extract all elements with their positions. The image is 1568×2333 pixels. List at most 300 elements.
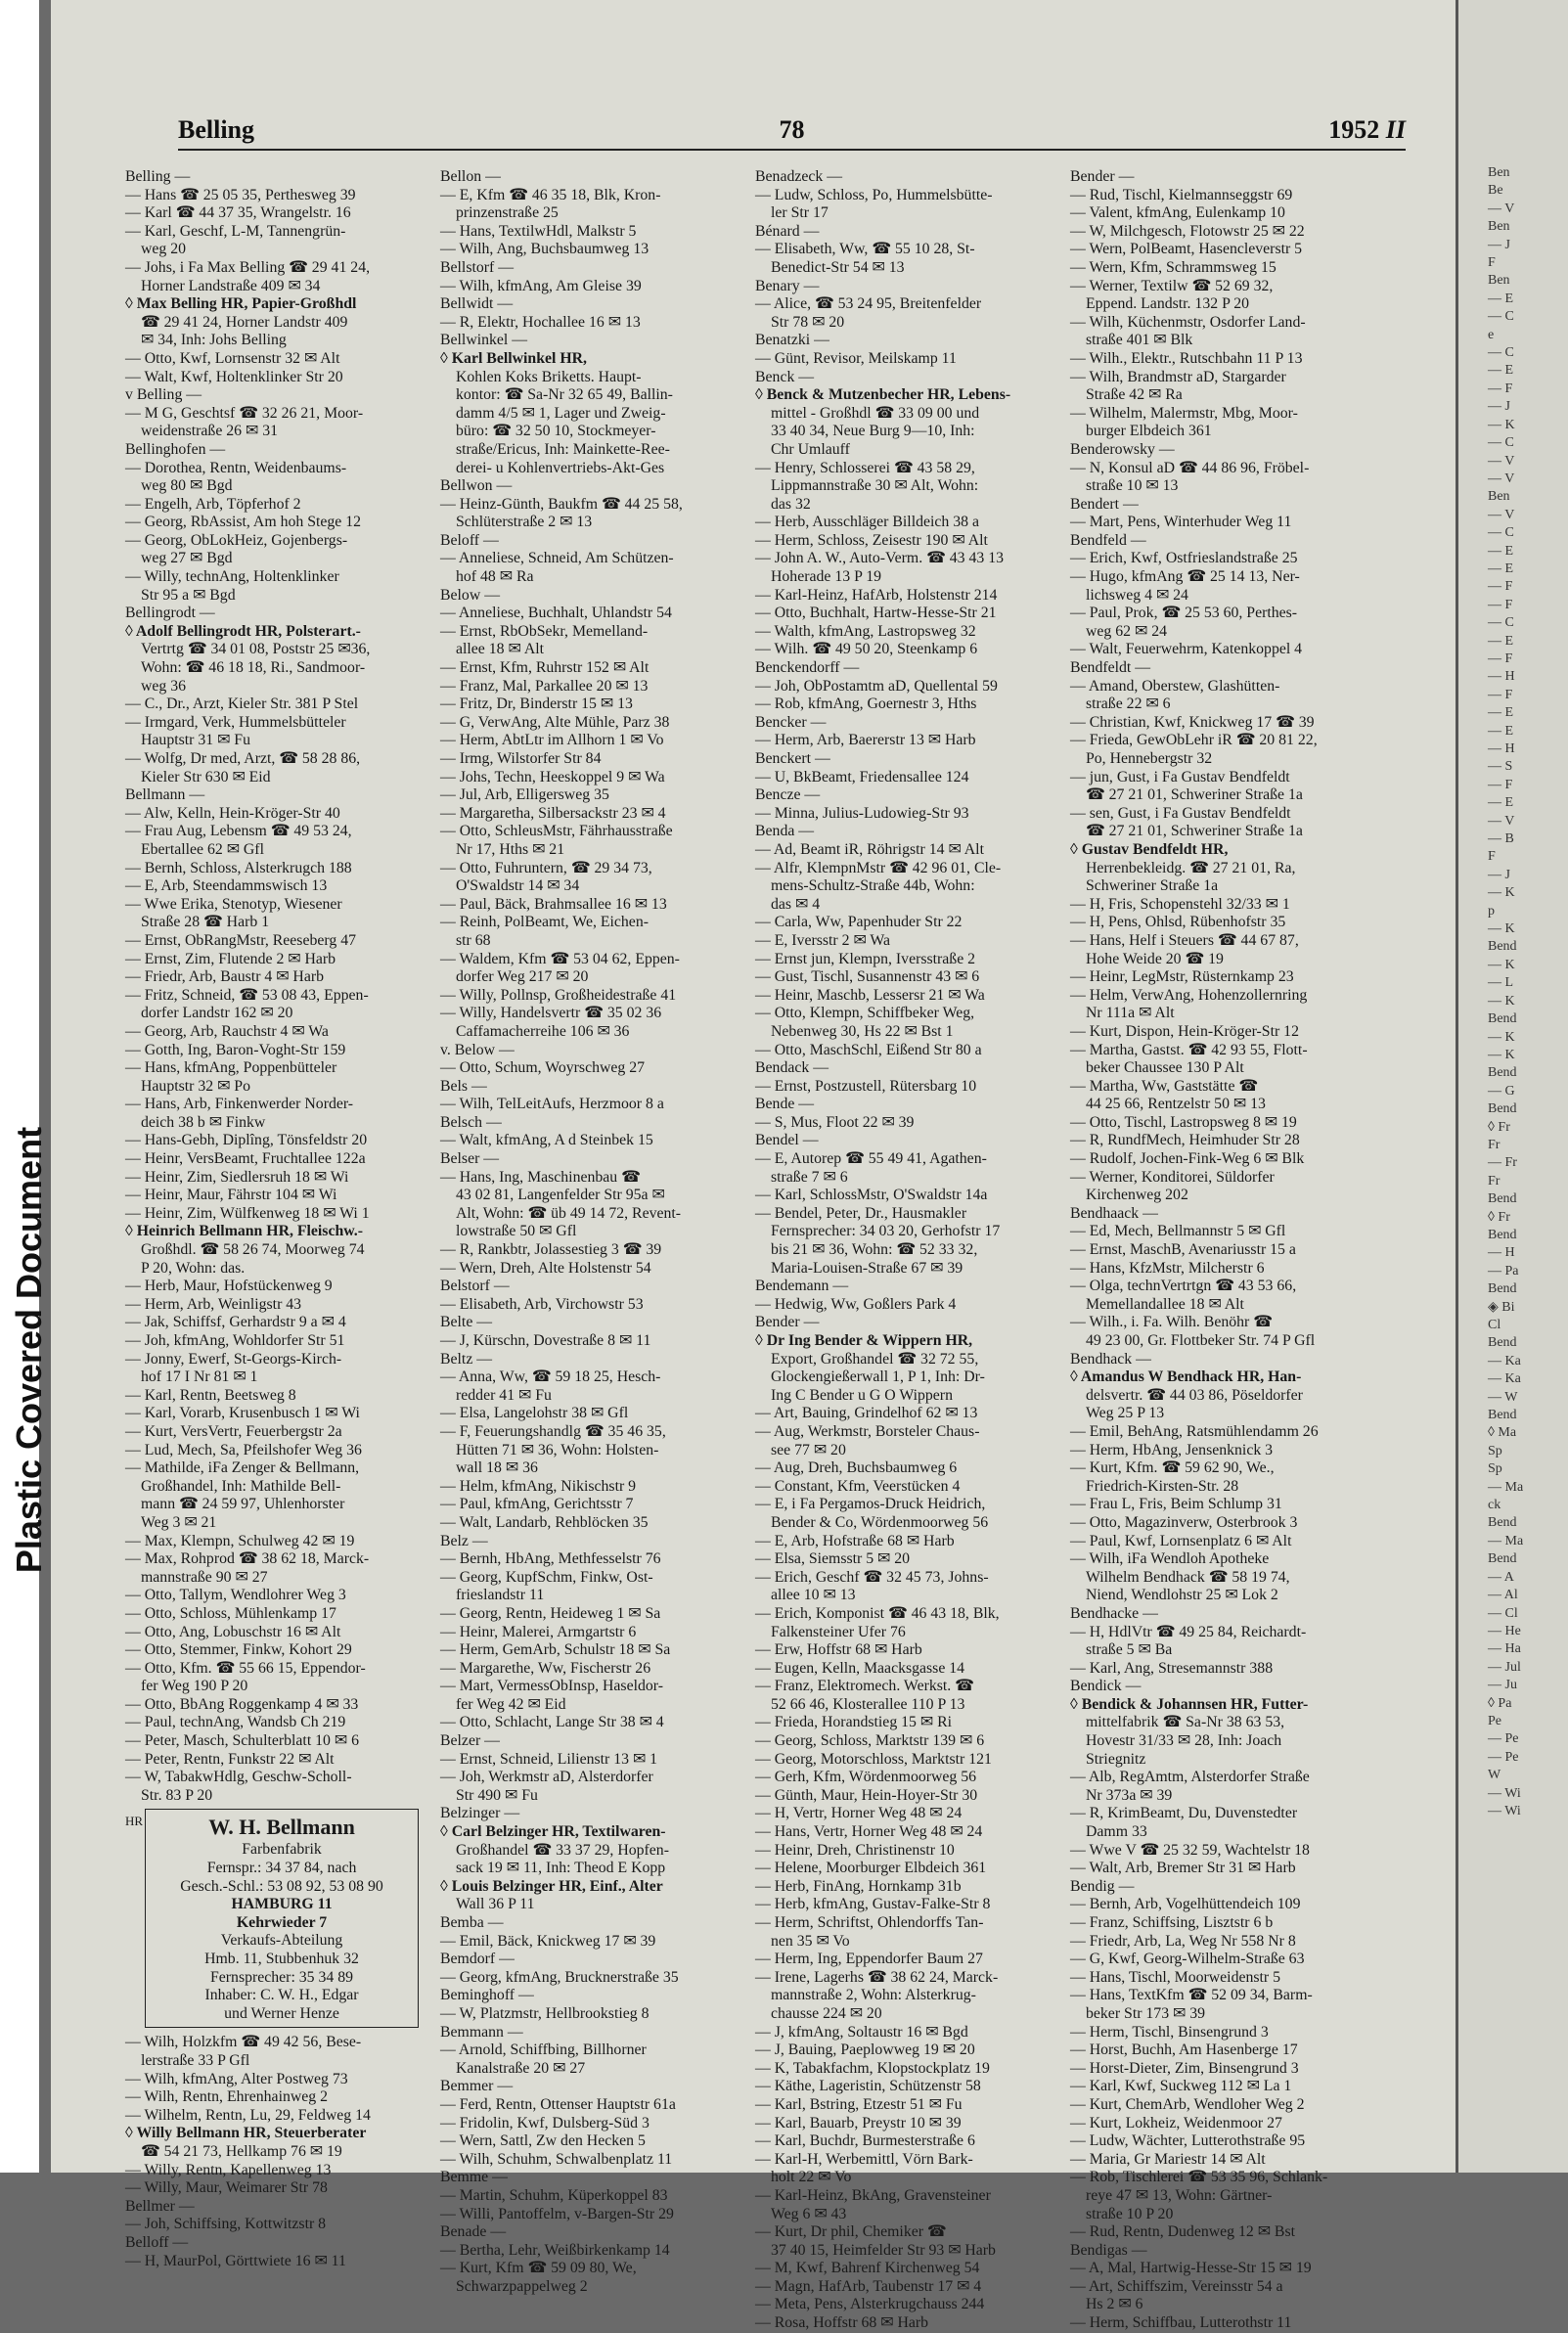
ad-owner2: und Werner Henze: [224, 2004, 339, 2022]
directory-entry-line: — Karl, Buchdr, Burmesterstraße 6: [755, 2132, 975, 2150]
directory-entry-line: O'Swaldstr 14 ✉ 34: [456, 877, 580, 895]
directory-entry-line: — Rud, Rentn, Dudenweg 12 ✉ Bst: [1070, 2223, 1295, 2241]
directory-entry-line: — Willy, technAng, Holtenklinker: [125, 568, 339, 586]
surname-heading: Bendel —: [755, 1132, 819, 1149]
ad-subtitle: Farbenfabrik: [242, 1841, 322, 1859]
directory-entry-line: straße 401 ✉ Blk: [1086, 332, 1193, 349]
directory-entry-line: — Karl, Ang, Stresemannstr 388: [1070, 1659, 1274, 1677]
surname-heading: Bellwon —: [440, 477, 513, 495]
directory-entry-line: weg 27 ✉ Bgd: [141, 550, 233, 567]
edge-text-fragment: ◈ Bi: [1488, 1299, 1515, 1315]
directory-entry-line: — Hans, Tischl, Moorweidenstr 5: [1070, 1968, 1281, 1986]
directory-entry-line: — Karl-H, Werbemittl, Vörn Bark-: [755, 2150, 973, 2168]
directory-entry-line: — Eugen, Kelln, Maacksgasse 14: [755, 1659, 965, 1677]
directory-entry-line: Vertrtg ☎ 34 01 08, Poststr 25 ✉36,: [141, 641, 371, 658]
directory-entry-line: — Waldem, Kfm ☎ 53 04 62, Eppen-: [440, 950, 680, 967]
edge-text-fragment: — Ha: [1488, 1641, 1521, 1657]
directory-entry-line: — Franz, Elektromech. Werkst. ☎: [755, 1678, 974, 1695]
edge-text-fragment: ◊ Fr: [1488, 1209, 1510, 1225]
edge-text-fragment: — Pa: [1488, 1263, 1519, 1279]
directory-entry-line: — Georg, Schloss, Marktstr 139 ✉ 6: [755, 1732, 985, 1750]
edge-text-fragment: Sp: [1488, 1461, 1502, 1477]
directory-entry-line: ◊ Louis Belzinger HR, Einf., Alter: [440, 1877, 663, 1895]
directory-entry-line: — Georg, kfmAng, Brucknerstraße 35: [440, 1968, 679, 1986]
directory-entry-line: Schweriner Straße 1a: [1086, 877, 1219, 895]
edge-text-fragment: — J: [1488, 237, 1510, 252]
directory-entry-line: — Henry, Schlosserei ☎ 43 58 29,: [755, 459, 975, 476]
directory-entry-line: — Gerh, Kfm, Wördenmoorweg 56: [755, 1769, 977, 1786]
edge-text-fragment: ◊ Ma: [1488, 1425, 1517, 1441]
directory-entry-line: hof 48 ✉ Ra: [456, 568, 534, 586]
edge-text-fragment: e: [1488, 327, 1495, 342]
directory-entry-line: — Hans, Ing, Maschinenbau ☎: [440, 1168, 641, 1186]
directory-entry-line: — Herm, HbAng, Jensenknick 3: [1070, 1441, 1274, 1458]
directory-entry-line: — G, VerwAng, Alte Mühle, Parz 38: [440, 713, 670, 731]
directory-entry-line: — Karl, Bstring, Etzestr 51 ✉ Fu: [755, 2095, 963, 2113]
directory-entry-line: — Kurt, VersVertr, Feuerbergstr 2a: [125, 1422, 342, 1440]
directory-entry-line: — Peter, Rentn, Funkstr 22 ✉ Alt: [125, 1750, 335, 1768]
directory-entry-line: — Martha, Ww, Gaststätte ☎: [1070, 1077, 1259, 1095]
edge-text-fragment: ◊ Pa: [1488, 1695, 1512, 1711]
surname-heading: v Belling —: [125, 386, 202, 404]
directory-entry-line: ◊ Carl Belzinger HR, Textilwaren-: [440, 1823, 666, 1841]
directory-entry-line: — Heinz-Günth, Baukfm ☎ 44 25 58,: [440, 495, 683, 513]
directory-entry-line: — Magn, HafArb, Taubenstr 17 ✉ 4: [755, 2277, 982, 2295]
column-1-entries: [125, 168, 419, 1805]
directory-entry-line: — Bernh, HbAng, Methfesselstr 76: [440, 1550, 661, 1568]
directory-entry-line: — Joh, ObPostamtm aD, Quellental 59: [755, 677, 998, 695]
directory-entry-line: Damm 33: [1086, 1823, 1147, 1841]
directory-entry-line: — Rosa, Hoffstr 68 ✉ Harb: [755, 2314, 929, 2332]
directory-entry-line: — Otto, Schloss, Mühlenkamp 17: [125, 1604, 336, 1622]
directory-entry-line: — Herm, Tischl, Binsengrund 3: [1070, 2023, 1269, 2041]
directory-entry-line: — Mart, Pens, Winterhuder Weg 11: [1070, 514, 1292, 531]
directory-entry-line: — Willy, Rentn, Kapellenweg 13: [125, 2161, 332, 2178]
directory-entry-line: burger Elbdeich 361: [1086, 423, 1212, 440]
directory-entry-line: — Mart, VermessObInsp, Haseldor-: [440, 1678, 663, 1695]
directory-entry-line: — Wilh, kfmAng, Alter Postweg 73: [125, 2070, 348, 2087]
surname-heading: v. Below —: [440, 1041, 515, 1058]
directory-entry-line: — Irmgard, Verk, Hummelsbütteler: [125, 713, 346, 731]
edge-text-fragment: — K: [1488, 957, 1515, 972]
directory-entry-line: Hoherade 13 P 19: [771, 568, 882, 586]
directory-entry-line: — Otto, Fuhruntern, ☎ 29 34 73,: [440, 859, 652, 876]
surname-heading: Bendack —: [755, 1059, 829, 1077]
header-year: [1328, 115, 1406, 145]
directory-entry-line: — Meta, Pens, Alsterkrugchauss 244: [755, 2296, 985, 2313]
directory-entry-line: mannstraße 2, Wohn: Alsterkrug-: [771, 1987, 976, 2004]
directory-entry-line: — Herb, FinAng, Hornkamp 31b: [755, 1877, 962, 1895]
directory-entry-line: — Anna, Ww, ☎ 59 18 25, Hesch-: [440, 1368, 661, 1386]
edge-text-fragment: — J: [1488, 399, 1510, 415]
column-3: [755, 168, 1049, 2332]
directory-entry-line: — Jak, Schiffsf, Gerhardstr 9 a ✉ 4: [125, 1314, 346, 1331]
directory-entry-line: — Wilh, kfmAng, Am Gleise 39: [440, 277, 642, 294]
directory-entry-line: — Willy, Handelsvertr ☎ 35 02 36: [440, 1005, 662, 1022]
edge-text-fragment: — Wi: [1488, 1785, 1521, 1801]
directory-entry-line: — Helm, VerwAng, Hohenzollernring: [1070, 986, 1308, 1004]
directory-entry-line: — Paul, Kwf, Lornsenplatz 6 ✉ Alt: [1070, 1532, 1292, 1549]
directory-entry-line: — H, Vertr, Horner Weg 48 ✉ 24: [755, 1805, 963, 1822]
surname-heading: Below —: [440, 586, 500, 604]
directory-entry-line: ◊ Dr Ing Bender & Wippern HR,: [755, 1332, 973, 1349]
surname-heading: Bemba —: [440, 1914, 504, 1931]
surname-heading: Bendhacke —: [1070, 1604, 1158, 1622]
edge-text-fragment: — Jul: [1488, 1659, 1521, 1675]
directory-entry-line: — Carla, Ww, Papenhuder Str 22: [755, 914, 963, 931]
ad-sales-address: Hmb. 11, Stubbenhuk 32: [204, 1951, 359, 1967]
edge-text-fragment: Ben: [1488, 489, 1510, 505]
directory-entry-line: — Minna, Julius-Ludowieg-Str 93: [755, 804, 969, 822]
directory-entry-line: — Bertha, Lehr, Weißbirkenkamp 14: [440, 2241, 670, 2259]
directory-entry-line: — Wilh, Rentn, Ehrenhainweg 2: [125, 2088, 329, 2106]
ad-prefix: HR: [125, 1814, 144, 1829]
directory-entry-line: prinzenstraße 25: [456, 204, 559, 222]
directory-entry-line: ☎ 29 41 24, Horner Landstr 409: [141, 313, 348, 331]
surname-heading: Belz —: [440, 1532, 488, 1549]
directory-entry-line: — Wwe Erika, Stenotyp, Wiesener: [125, 895, 342, 913]
surname-heading: Bellwidt —: [440, 295, 514, 313]
edge-text-fragment: — E: [1488, 363, 1514, 379]
surname-heading: Bellingrodt —: [125, 605, 215, 622]
directory-entry-line: — Hans, TextKfm ☎ 52 09 34, Barm-: [1070, 1987, 1313, 2004]
directory-entry-line: — Otto, Schlacht, Lange Str 38 ✉ 4: [440, 1714, 664, 1731]
edge-text-fragment: — E: [1488, 633, 1514, 649]
surname-heading: Bendert —: [1070, 495, 1139, 513]
directory-entry-line: ◊ Heinrich Bellmann HR, Fleischw.-: [125, 1223, 364, 1240]
edge-text-fragment: — H: [1488, 669, 1515, 685]
directory-entry-line: Hauptstr 32 ✉ Po: [141, 1077, 250, 1095]
directory-entry-line: — Walt, Kwf, Holtenklinker Str 20: [125, 368, 343, 385]
column-2: [440, 168, 734, 2295]
edge-text-fragment: Bend: [1488, 1191, 1517, 1207]
scan-label-strip: [0, 0, 49, 2173]
directory-entry-line: reye 47 ✉ 13, Wohn: Gärtner-: [1086, 2186, 1273, 2204]
directory-entry-line: — Helm, kfmAng, Nikischstr 9: [440, 1477, 637, 1495]
directory-entry-line: — Bernh, Arb, Vogelhüttendeich 109: [1070, 1896, 1301, 1913]
plastic-covered-label: Plastic Covered Document: [9, 1126, 49, 1574]
directory-entry-line: Großhandel, Inh: Mathilde Bell-: [141, 1477, 341, 1495]
directory-entry-line: sack 19 ✉ 11, Inh: Theod E Kopp: [456, 1860, 666, 1877]
directory-entry-line: — Herm, Schiffbau, Lutterothstr 11: [1070, 2314, 1292, 2332]
directory-entry-line: 44 25 66, Rentzelstr 50 ✉ 13: [1086, 1096, 1266, 1113]
directory-entry-line: — Paul, technAng, Wandsb Ch 219: [125, 1714, 346, 1731]
directory-entry-line: — Karl, Vorarb, Krusenbusch 1 ✉ Wi: [125, 1405, 360, 1422]
edge-text-fragment: Bend: [1488, 1408, 1517, 1423]
directory-entry-line: wall 18 ✉ 36: [456, 1459, 538, 1477]
directory-entry-line: — Irene, Lagerhs ☎ 38 62 24, Marck-: [755, 1968, 999, 1986]
directory-entry-line: — Otto, Tischl, Lastropsweg 8 ✉ 19: [1070, 1113, 1297, 1131]
directory-entry-line: — Anneliese, Buchhalt, Uhlandstr 54: [440, 605, 672, 622]
edge-text-fragment: — F: [1488, 687, 1513, 702]
surname-heading: Bellmer —: [125, 2197, 195, 2215]
directory-entry-line: — Elsa, Siemsstr 5 ✉ 20: [755, 1550, 911, 1568]
directory-entry-line: — Ludw, Wächter, Lutterothstraße 95: [1070, 2132, 1306, 2150]
edge-text-fragment: Bend: [1488, 1101, 1517, 1117]
directory-entry-line: — Wilhelm, Malermstr, Mbg, Moor-: [1070, 404, 1298, 422]
ad-street: Kehrwieder 7: [236, 1913, 328, 1931]
directory-entry-line: — E, Kfm ☎ 46 35 18, Blk, Kron-: [440, 186, 661, 203]
directory-entry-line: — Walth, kfmAng, Lastropsweg 32: [755, 622, 976, 640]
edge-text-fragment: — K: [1488, 885, 1515, 901]
directory-entry-line: — Otto, BbAng Roggenkamp 4 ✉ 33: [125, 1695, 359, 1713]
directory-entry-line: ◊ Gustav Bendfeldt HR,: [1070, 840, 1229, 858]
directory-entry-line: 37 40 15, Heimfelder Str 93 ✉ Harb: [771, 2241, 996, 2259]
edge-text-fragment: — V: [1488, 813, 1515, 829]
directory-entry-line: — Herm, Schloss, Zeisestr 190 ✉ Alt: [755, 531, 988, 549]
directory-entry-line: Export, Großhandel ☎ 32 72 55,: [771, 1350, 979, 1368]
directory-entry-line: — Alice, ☎ 53 24 95, Breitenfelder: [755, 295, 982, 313]
directory-entry-line: ☎ 54 21 73, Hellkamp 76 ✉ 19: [141, 2142, 342, 2160]
edge-text-fragment: — F: [1488, 777, 1513, 792]
surname-heading: Bender —: [755, 1314, 820, 1331]
edge-text-fragment: — Al: [1488, 1588, 1518, 1603]
directory-entry-line: damm 4/5 ✉ 1, Lager und Zweig-: [456, 404, 666, 422]
directory-entry-line: ☎ 27 21 01, Schweriner Straße 1a: [1086, 823, 1303, 840]
directory-entry-line: Alt, Wohn: ☎ üb 49 14 72, Revent-: [456, 1204, 682, 1222]
directory-entry-line: weg 20: [141, 241, 187, 258]
directory-entry-line: ◊ Adolf Bellingrodt HR, Polsterart.-: [125, 622, 361, 640]
directory-entry-line: — J, kfmAng, Soltaustr 16 ✉ Bgd: [755, 2023, 968, 2041]
edge-text-fragment: — W: [1488, 1389, 1518, 1405]
surname-heading: Belte —: [440, 1314, 493, 1331]
surname-heading: Bellmann —: [125, 786, 205, 804]
surname-heading: Bemmer —: [440, 2078, 514, 2095]
directory-entry-line: — Karl-Heinz, BkAng, Gravensteiner: [755, 2186, 991, 2204]
directory-entry-line: ◊ Benck & Mutzenbecher HR, Lebens-: [755, 386, 1011, 404]
edge-spacer: [1458, 0, 1568, 164]
edge-text-fragment: — E: [1488, 543, 1514, 559]
directory-entry-line: — Otto, Kfm. ☎ 55 66 15, Eppendor-: [125, 1659, 366, 1677]
directory-entry-line: ◊ Willy Bellmann HR, Steuerberater: [125, 2125, 367, 2142]
edge-text-fragment: — F: [1488, 381, 1513, 396]
directory-entry-line: Großhandel ☎ 33 37 29, Hopfen-: [456, 1841, 669, 1859]
directory-entry-line: — H, MaurPol, Görttwiete 16 ✉ 11: [125, 2252, 346, 2269]
directory-entry-line: — H, HdlVtr ☎ 49 25 84, Reichardt-: [1070, 1623, 1307, 1640]
directory-entry-line: — Hugo, kfmAng ☎ 25 14 13, Ner-: [1070, 568, 1300, 586]
surname-heading: Benadzeck —: [755, 168, 843, 185]
directory-entry-line: Wall 36 P 11: [456, 1896, 535, 1913]
directory-entry-line: Weg 25 P 13: [1086, 1405, 1165, 1422]
directory-entry-line: Straße 28 ☎ Harb 1: [141, 914, 270, 931]
directory-entry-line: Memellandallee 18 ✉ Alt: [1086, 1295, 1244, 1313]
directory-entry-line: Hauptstr 31 ✉ Fu: [141, 732, 250, 749]
directory-entry-line: — Otto, Stemmer, Finkw, Kohort 29: [125, 1641, 352, 1659]
directory-entry-line: kontor: ☎ Sa-Nr 32 65 49, Ballin-: [456, 386, 673, 404]
directory-entry-line: — Heinr, Maschb, Lessersr 21 ✉ Wa: [755, 986, 985, 1004]
ad-sales-phone: Fernsprecher: 35 34 89: [209, 1968, 354, 1986]
directory-entry-line: — Alw, Kelln, Hein-Kröger-Str 40: [125, 804, 340, 822]
directory-entry-line: — Franz, Schiffsing, Lisztstr 6 b: [1070, 1914, 1274, 1931]
directory-entry-line: — Lud, Mech, Sa, Pfeilshofer Weg 36: [125, 1441, 362, 1458]
surname-heading: Bellwinkel —: [440, 332, 528, 349]
edge-text-fragment: — K: [1488, 1047, 1515, 1062]
edge-text-fragment: — Fr: [1488, 1155, 1517, 1171]
directory-entry-line: Eppend. Landstr. 132 P 20: [1086, 295, 1250, 313]
directory-entry-line: Chr Umlauff: [771, 440, 850, 458]
directory-entry-line: Niend, Wendlohstr 25 ✉ Lok 2: [1086, 1587, 1278, 1604]
directory-entry-line: — Erich, Geschf ☎ 32 45 73, Johns-: [755, 1568, 989, 1586]
directory-entry-line: — Rudolf, Jochen-Fink-Weg 6 ✉ Blk: [1070, 1150, 1305, 1168]
directory-entry-line: — Heinr, VersBeamt, Fruchtallee 122a: [125, 1150, 366, 1168]
directory-entry-line: Str 95 a ✉ Bgd: [141, 586, 236, 604]
adjacent-page-edge: [1456, 0, 1568, 2173]
directory-entry-line: — Friedr, Arb, Baustr 4 ✉ Harb: [125, 968, 325, 986]
edge-text-fragment: Fr: [1488, 1137, 1501, 1152]
directory-entry-line: — E, Arb, Hofstraße 68 ✉ Harb: [755, 1532, 955, 1549]
directory-entry-line: redder 41 ✉ Fu: [456, 1386, 552, 1404]
edge-text-fragment: Cl: [1488, 1318, 1501, 1332]
edge-text-fragment: Sp: [1488, 1443, 1502, 1458]
directory-entry-line: — Ernst, ObRangMstr, Reeseberg 47: [125, 931, 356, 949]
directory-entry-line: das 32: [771, 495, 811, 513]
directory-entry-line: — Otto, MaschSchl, Eißend Str 80 a: [755, 1041, 982, 1058]
directory-entry-line: Kanalstraße 20 ✉ 27: [456, 2059, 586, 2077]
directory-entry-line: — Wilh. ☎ 49 50 20, Steenkamp 6: [755, 641, 978, 658]
directory-entry-line: — Emil, Bäck, Knickweg 17 ✉ 39: [440, 1932, 656, 1950]
directory-entry-line: — Irmg, Wilstorfer Str 84: [440, 750, 602, 767]
directory-entry-line: — Hans, Helf i Steuers ☎ 44 67 87,: [1070, 931, 1299, 949]
directory-entry-line: Weg 3 ✉ 21: [141, 1513, 217, 1531]
directory-entry-line: — Amand, Oberstew, Glashütten-: [1070, 677, 1280, 695]
directory-entry-line: allee 18 ✉ Alt: [456, 641, 545, 658]
directory-entry-line: — Wilh, Schuhm, Schwalbenplatz 11: [440, 2150, 673, 2168]
directory-entry-line: — Arnold, Schiffbing, Billhorner: [440, 2041, 647, 2059]
surname-heading: Beltz —: [440, 1350, 493, 1368]
directory-entry-line: — Georg, Motorschloss, Marktstr 121: [755, 1750, 992, 1768]
ad-owner: Inhaber: C. W. H., Edgar: [204, 1987, 359, 2004]
directory-entry-line: — Wern, Sattl, Zw den Hecken 5: [440, 2132, 646, 2150]
directory-entry-line: — Elisabeth, Arb, Virchowstr 53: [440, 1295, 644, 1313]
edge-text-fragment: F: [1488, 255, 1496, 271]
directory-entry-line: — E, i Fa Pergamos-Druck Heidrich,: [755, 1496, 986, 1513]
edge-text-fragment: — C: [1488, 345, 1514, 361]
directory-entry-line: — Wilh, TelLeitAufs, Herzmoor 8 a: [440, 1096, 664, 1113]
edge-text-fragment: ck: [1488, 1498, 1501, 1513]
directory-entry-line: — Herm, Schriftst, Ohlendorffs Tan-: [755, 1914, 984, 1931]
directory-entry-line: mittel - Großhdl ☎ 33 09 00 und: [771, 404, 980, 422]
edge-text-fragment: — Ma: [1488, 1479, 1524, 1495]
directory-entry-line: — Wilh, Holzkfm ☎ 49 42 56, Bese-: [125, 2034, 362, 2051]
directory-entry-line: — Wilh, Ang, Buchsbaumweg 13: [440, 241, 650, 258]
edge-text-fragment: — Ka: [1488, 1371, 1521, 1387]
edge-text-fragment: — C: [1488, 309, 1514, 325]
page-number: 78: [779, 115, 805, 144]
directory-entry-line: ☎ 27 21 01, Schweriner Straße 1a: [1086, 786, 1303, 804]
edge-text-fragment: — F: [1488, 579, 1513, 595]
directory-entry-line: Friedrich-Kirsten-Str. 28: [1086, 1477, 1239, 1495]
surname-heading: Bemme —: [440, 2169, 508, 2186]
directory-entry-line: — Paul, Prok, ☎ 25 53 60, Perthes-: [1070, 605, 1298, 622]
edge-text-fragment: — Wi: [1488, 1803, 1521, 1818]
directory-entry-line: Schlüterstraße 2 ✉ 13: [456, 514, 593, 531]
edge-text-fragment: — V: [1488, 471, 1515, 486]
directory-entry-line: — Art, Schiffszim, Vereinsstr 54 a: [1070, 2277, 1283, 2295]
directory-entry-line: — Valent, kfmAng, Eulenkamp 10: [1070, 204, 1285, 222]
directory-entry-line: — Peter, Masch, Schulterblatt 10 ✉ 6: [125, 1732, 359, 1750]
directory-entry-line: — S, Mus, Floot 22 ✉ 39: [755, 1113, 915, 1131]
directory-entry-line: — Aug, Werkmstr, Borsteler Chaus-: [755, 1422, 980, 1440]
edge-text-fragment: — Ma: [1488, 1533, 1524, 1548]
directory-entry-line: — Werner, Textilw ☎ 52 69 32,: [1070, 277, 1274, 294]
directory-entry-line: lerstraße 33 P Gfl: [141, 2051, 250, 2069]
edge-text-fragment: — C: [1488, 615, 1514, 631]
directory-entry-line: das ✉ 4: [771, 895, 821, 913]
directory-entry-line: — Margaretha, Silbersackstr 23 ✉ 4: [440, 804, 666, 822]
directory-entry-line: — Kurt, ChemArb, Wendloher Weg 2: [1070, 2095, 1305, 2113]
directory-entry-line: — G, Kwf, Georg-Wilhelm-Straße 63: [1070, 1951, 1305, 1968]
directory-entry-line: — M G, Geschtsf ☎ 32 26 21, Moor-: [125, 404, 364, 422]
directory-entry-line: — Herb, Maur, Hofstückenweg 9: [125, 1278, 333, 1295]
directory-entry-line: — Paul, Bäck, Brahmsallee 16 ✉ 13: [440, 895, 667, 913]
directory-entry-line: straße 7 ✉ 6: [771, 1168, 848, 1186]
edge-text-fragment: — V: [1488, 453, 1515, 469]
directory-entry-line: — Ernst, Postzustell, Rütersbarg 10: [755, 1077, 977, 1095]
directory-entry-line: — Wilh, Brandmstr aD, Stargarder: [1070, 368, 1286, 385]
directory-entry-line: Hs 2 ✉ 6: [1086, 2296, 1143, 2313]
directory-entry-line: — Otto, SchleusMstr, Fährhausstraße: [440, 823, 673, 840]
year-text: 1952: [1328, 115, 1380, 144]
directory-entry-line: Lippmannstraße 30 ✉ Alt, Wohn:: [771, 477, 979, 495]
directory-entry-line: — Margarethe, Ww, Fischerstr 26: [440, 1659, 651, 1677]
edge-text-fragment: — E: [1488, 291, 1514, 306]
edge-text-fragment: Ben: [1488, 165, 1510, 180]
edge-text-fragment: Bend: [1488, 1281, 1517, 1297]
edge-text-fragment: — C: [1488, 525, 1514, 541]
surname-heading: Benckert —: [755, 750, 830, 767]
directory-entry-line: Striegnitz: [1086, 1750, 1146, 1768]
directory-entry-line: — Rob, Tischlerei ☎ 53 35 96, Schlank-: [1070, 2169, 1328, 2186]
directory-entry-line: — Karl, Geschf, L-M, Tannengrün-: [125, 222, 346, 240]
directory-entry-line: — Fritz, Dr, Binderstr 15 ✉ 13: [440, 695, 633, 713]
edge-text-fragment: Bend: [1488, 939, 1517, 955]
surname-heading: Belser —: [440, 1150, 500, 1168]
directory-entry-line: — John A. W., Auto-Verm. ☎ 43 43 13: [755, 550, 1005, 567]
directory-entry-line: — Alb, RegAmtm, Alsterdorfer Straße: [1070, 1769, 1310, 1786]
column-1-entries-after-ad: [125, 2034, 419, 2270]
directory-entry-line: Horner Landstraße 409 ✉ 34: [141, 277, 321, 294]
directory-entry-line: — Karl ☎ 44 37 35, Wrangelstr. 16: [125, 204, 351, 222]
ad-city: HAMBURG 11: [231, 1896, 333, 1913]
directory-entry-line: — Helene, Moorburger Elbdeich 361: [755, 1860, 987, 1877]
directory-entry-line: — E, Autorep ☎ 55 49 41, Agathen-: [755, 1150, 987, 1168]
directory-entry-line: Ing C Bender u G O Wippern: [771, 1386, 953, 1404]
directory-entry-line: — Rud, Tischl, Kielmannseggstr 69: [1070, 186, 1293, 203]
directory-entry-line: — Wern, PolBeamt, Hasencleverstr 5: [1070, 241, 1303, 258]
surname-heading: Benckendorff —: [755, 659, 860, 677]
directory-entry-line: — Otto, Tallym, Wendlohrer Weg 3: [125, 1587, 346, 1604]
directory-entry-line: — Horst, Buchh, Am Hasenberge 17: [1070, 2041, 1298, 2059]
directory-entry-line: — Ernst, MaschB, Avenariusstr 15 a: [1070, 1241, 1296, 1259]
directory-entry-line: weg 62 ✉ 24: [1086, 622, 1167, 640]
column-1: [125, 168, 419, 2269]
edge-text-fragment: Bend: [1488, 1011, 1517, 1027]
directory-entry-line: Hütten 71 ✉ 36, Wohn: Holsten-: [456, 1441, 659, 1458]
surname-heading: Bemdorf —: [440, 1951, 515, 1968]
surname-heading: Benatzki —: [755, 332, 829, 349]
surname-heading: Benary —: [755, 277, 820, 294]
directory-entry-line: bis 21 ✉ 36, Wohn: ☎ 52 33 32,: [771, 1241, 978, 1259]
surname-heading: Bendhaack —: [1070, 1204, 1158, 1222]
directory-entry-line: — Ernst, Zim, Flutende 2 ✉ Harb: [125, 950, 336, 967]
edge-text-fragment: — K: [1488, 1029, 1515, 1045]
directory-entry-line: str 68: [456, 931, 491, 949]
edge-text-fragment: — V: [1488, 201, 1515, 216]
surname-heading: Bels —: [440, 1077, 487, 1095]
surname-heading: Bendigas —: [1070, 2241, 1147, 2259]
directory-entry-line: Weg 6 ✉ 43: [771, 2205, 847, 2222]
directory-entry-line: Kieler Str 630 ✉ Eid: [141, 768, 271, 785]
